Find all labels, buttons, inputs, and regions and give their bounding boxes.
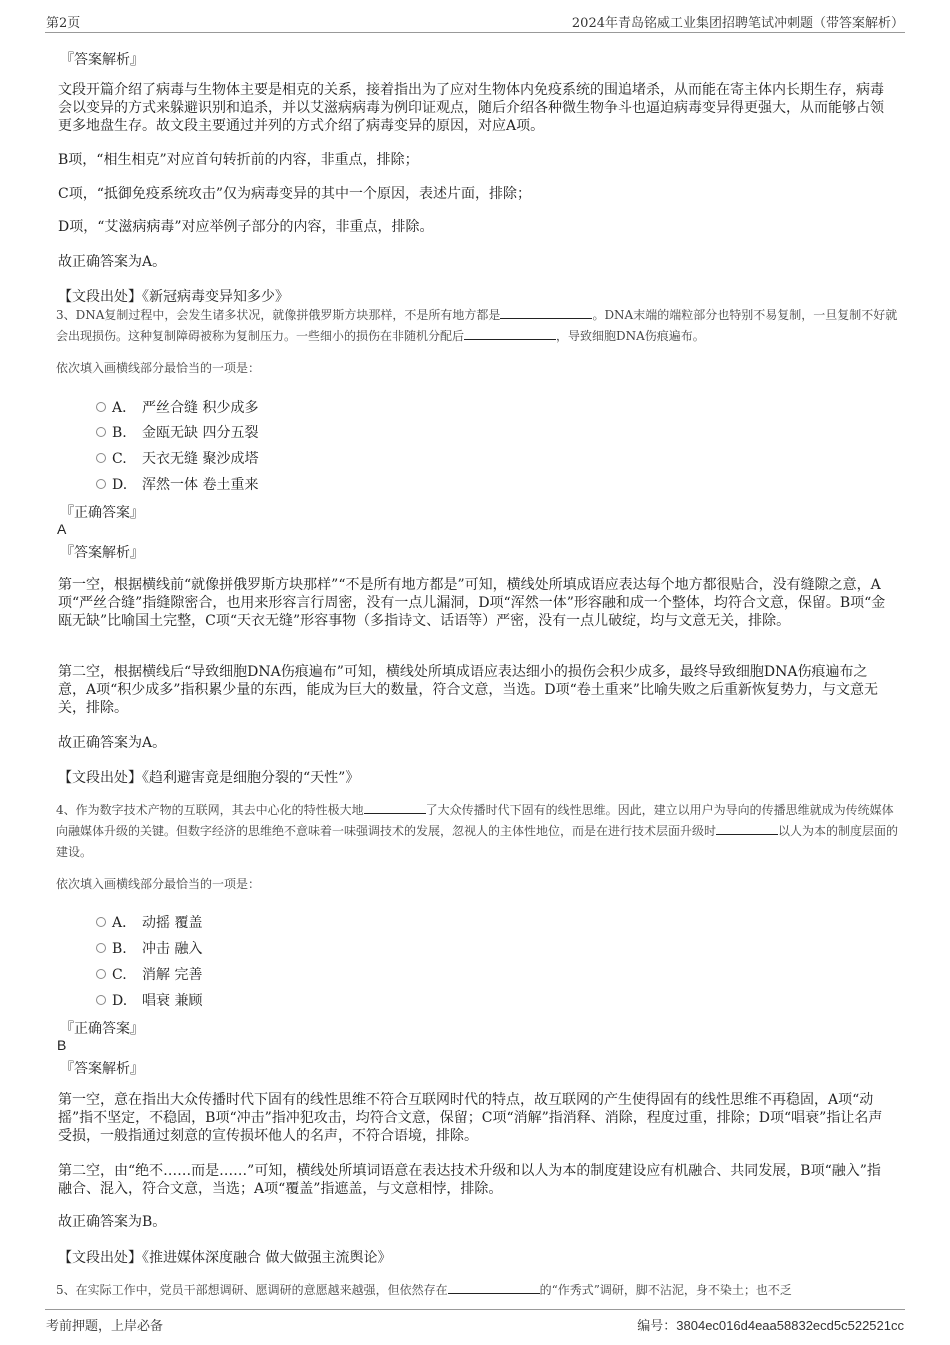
q3-answer: A <box>57 521 67 537</box>
header-divider <box>45 32 905 33</box>
option-letter: D. <box>112 477 128 493</box>
q3-blank-2 <box>464 327 556 340</box>
q3-stem-part3: ，导致细胞DNA伤痕遍布。 <box>556 329 705 343</box>
page-number: 第2页 <box>46 16 81 31</box>
q3-option-b[interactable] <box>96 422 258 442</box>
q4-option-a[interactable] <box>96 912 202 932</box>
option-text: 唱衰 兼顾 <box>142 993 203 1009</box>
q4-stem-part3: 以人为本的制度层面的建设。 <box>56 824 899 859</box>
option-letter: C. <box>112 967 127 983</box>
q5-stem-part1: 5、在实际工作中，党员干部想调研、愿调研的意愿越来越强，但依然存在 <box>56 1283 448 1297</box>
q4-source: 【文段出处】《推进媒体深度融合 做大做强主流舆论》 <box>58 1250 392 1266</box>
q4-stem <box>56 800 900 863</box>
radio-icon[interactable] <box>96 969 106 979</box>
q4-analysis-p1: 第一空，意在指出大众传播时代下固有的线性思维不符合互联网时代的特点，故互联网的产生使得固有的线性思维不再稳固，A项“动摇”指不坚定，不稳固，B项“冲击”指冲犯攻击，均符合文意，保留；C项“消解”指消释、消除，程度过重，排除；D项“唱衰”指让名声受损，一般指通过刻意的宣传损坏他人的名声，不符合语境，排除。 <box>58 1092 883 1144</box>
option-text: 天衣无缝 聚沙成塔 <box>142 451 259 467</box>
footer-slogan: 考前押题，上岸必备 <box>46 1319 164 1334</box>
q3-option-c[interactable] <box>96 448 258 468</box>
q4-option-c[interactable] <box>96 964 202 984</box>
option-text: 浑然一体 卷土重来 <box>142 477 259 493</box>
q4-answer: B <box>57 1037 67 1053</box>
option-letter: D. <box>112 993 128 1009</box>
radio-icon[interactable] <box>96 453 106 463</box>
radio-icon[interactable] <box>96 427 106 437</box>
q3-analysis-p2: 第二空，根据横线后“导致细胞DNA伤痕遍布”可知，横线处所填成语应表达细小的损伤会积少成多，最终导致细胞DNA伤痕遍布之意，A项“积少成多”指积累少量的东西，能成为巨大的数量，符合文意，当选。D项“卷土重来”比喻失败之后重新恢复势力，与文意无关，排除。 <box>58 664 878 716</box>
q3-analysis-p1: 第一空，根据横线前“就像拼俄罗斯方块那样”“不是所有地方都是”可知，横线处所填成语应表达每个地方都很贴合，没有缝隙之意，A项“严丝合缝”指缝隙密合，也用来形容言行周密，没有一点儿漏洞，D项“浑然一体”形容融和成一个整体，均符合文意，保留。B项“金瓯无缺”比喻国土完整，C项“天衣无缝”形容事物（多指诗文、话语等）严密，没有一点儿破绽，均与文意无关，排除。 <box>58 577 886 629</box>
document-id: 编号：3804ec016d4eaa58832ecd5c522521cc <box>637 1318 904 1333</box>
q4-answer-label: 『正确答案』 <box>60 1021 144 1037</box>
q4-option-d[interactable] <box>96 990 202 1010</box>
q4-conclusion: 故正确答案为B。 <box>58 1214 167 1230</box>
document-title: 2024年青岛铭威工业集团招聘笔试冲刺题（带答案解析） <box>571 16 904 31</box>
q4-analysis-label: 『答案解析』 <box>60 1061 144 1077</box>
option-text: 金瓯无缺 四分五裂 <box>142 425 259 441</box>
q5-stem <box>56 1280 900 1301</box>
option-text: 严丝合缝 积少成多 <box>142 400 259 416</box>
footer-divider <box>45 1309 905 1310</box>
q4-blank-1 <box>364 801 426 814</box>
option-text: 消解 完善 <box>142 967 203 983</box>
q5-blank-1 <box>448 1281 540 1294</box>
q4-prompt: 依次填入画横线部分最恰当的一项是： <box>56 877 261 891</box>
q3-option-a[interactable] <box>96 397 258 417</box>
option-letter: A． <box>112 915 137 931</box>
q4-blank-2 <box>716 822 778 835</box>
option-letter: C. <box>112 451 127 467</box>
radio-icon[interactable] <box>96 402 106 412</box>
q3-stem <box>56 305 900 347</box>
radio-icon[interactable] <box>96 917 106 927</box>
radio-icon[interactable] <box>96 943 106 953</box>
q2-source: 【文段出处】《新冠病毒变异知多少》 <box>58 289 289 305</box>
q5-stem-part2: 的“作秀式”调研，脚不沾泥，身不染土；也不乏 <box>539 1283 792 1297</box>
q4-analysis-p2: 第二空，由“绝不……而是……”可知，横线处所填词语意在表达技术升级和以人为本的制度建设应有机融合、共同发展，B项“融入”指融合、混入，符合文意，当选；A项“覆盖”指遮盖，与文意相悖，排除。 <box>58 1163 881 1197</box>
option-letter: B. <box>112 941 127 957</box>
q3-prompt: 依次填入画横线部分最恰当的一项是： <box>56 361 261 375</box>
q3-blank-1 <box>500 306 592 319</box>
radio-icon[interactable] <box>96 479 106 489</box>
q2-analysis-b: B项，“相生相克”对应首句转折前的内容，非重点，排除； <box>58 152 419 168</box>
q4-stem-part1: 4、作为数字技术产物的互联网，其去中心化的特性极大地 <box>56 803 364 817</box>
q4-stem-part2: 了大众传播时代下固有的线性思维。因此，建立以用户为导向的传播思维就成为传统媒体向融媒体升级的关键。但数字经济的思维绝不意味着一味强调技术的发展，忽视人的主体性地位，而是在进行技术层面升级时 <box>56 803 894 838</box>
option-letter: A． <box>112 400 137 416</box>
q4-option-b[interactable] <box>96 938 202 958</box>
q2-analysis-c: C项，“抵御免疫系统攻击”仅为病毒变异的其中一个原因，表述片面，排除； <box>58 186 532 202</box>
q3-option-d[interactable] <box>96 474 258 494</box>
q3-conclusion: 故正确答案为A。 <box>58 735 167 751</box>
option-text: 动摇 覆盖 <box>142 915 203 931</box>
q3-source: 【文段出处】《趋利避害竟是细胞分裂的“天性”》 <box>58 770 360 786</box>
q3-analysis-label: 『答案解析』 <box>60 545 144 561</box>
q2-analysis-d: D项，“艾滋病病毒”对应举例子部分的内容，非重点，排除。 <box>58 219 434 235</box>
q2-analysis-label: 『答案解析』 <box>60 52 144 68</box>
option-letter: B. <box>112 425 127 441</box>
option-text: 冲击 融入 <box>142 941 203 957</box>
q3-stem-part2: 。DNA末端的端粒部分也特别不易复制，一旦复制不好就会出现损伤。这种复制障碍被称为复制压力。一些细小的损伤在非随机分配后 <box>56 308 898 343</box>
q3-answer-label: 『正确答案』 <box>60 505 144 521</box>
radio-icon[interactable] <box>96 995 106 1005</box>
q3-stem-part1: 3、DNA复制过程中，会发生诸多状况，就像拼俄罗斯方块那样，不是所有地方都是 <box>56 308 501 322</box>
q2-analysis-p1: 文段开篇介绍了病毒与生物体主要是相克的关系，接着指出为了应对生物体内免疫系统的围追堵杀，从而能在寄主体内长期生存，病毒会以变异的方式来躲避识别和追杀，并以艾滋病病毒为例印证观点，随后介绍各种微生物争斗也逼迫病毒变异得更强大，从而能够占领更多地盘生存。故文段主要通过并列的方式介绍了病毒变异的原因，对应A项。 <box>58 82 884 134</box>
q2-conclusion: 故正确答案为A。 <box>58 254 167 270</box>
